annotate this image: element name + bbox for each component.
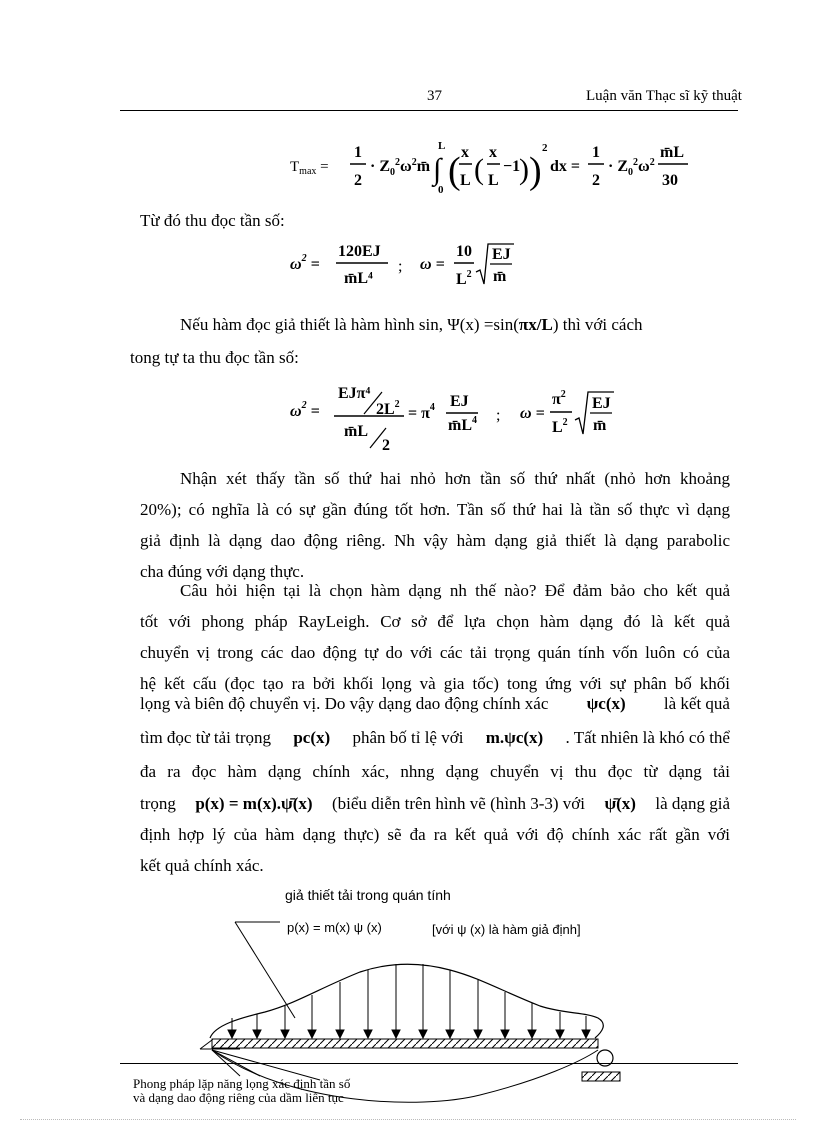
svg-text:ω =: ω = — [420, 256, 445, 273]
paragraph-2 — [140, 575, 730, 699]
omega1-denominator: m̄L⁴ — [344, 270, 373, 287]
svg-text:· Z02ω2: · $Z_0^2\omega^2$ — [608, 157, 655, 178]
svg-text:∫: ∫ — [433, 153, 442, 186]
svg-text:0: 0 — [438, 184, 444, 196]
svg-text:(: ( — [474, 153, 484, 186]
svg-text:· Z02ω2m̄: · $Z_0^2\omega^2m̄$ — [370, 157, 431, 178]
line-8-c: là dạng giả — [655, 794, 730, 813]
tmax-denominator: 30 — [662, 172, 678, 189]
svg-text:): ) — [519, 153, 529, 186]
omega3-denominator: m̄L — [344, 423, 368, 440]
line-6-a: tìm đọc từ tải trọng — [140, 728, 272, 747]
para2-line-5-tail: là kết quả — [663, 694, 730, 713]
footer-line-2: và dạng dao động riêng của dầm liên tục — [133, 1090, 344, 1105]
para2-line-5 — [140, 694, 730, 714]
m-psi-c-symbol: m.ψc(x) — [485, 728, 544, 747]
para2-line-1: Câu hỏi hiện tại là chọn hàm dạng nh thế nào? Để đảm bảo cho kết quả — [180, 581, 730, 600]
para1-line-3: giả định là dạng dao động riêng. Nh vậy hàm dạng giả thiết là dạng parabolic — [140, 531, 730, 550]
para2-line-3: chuyển vị trong các dao động tự do với các tải trọng quán tính vốn luôn có của — [140, 643, 730, 662]
running-title: Luận văn Thạc sĩ kỹ thuật — [586, 88, 742, 104]
para2-line-6 — [140, 728, 730, 748]
svg-text:L: L — [488, 172, 499, 189]
line-neu-2: tong tự ta thu đọc tần số: — [130, 348, 299, 367]
footer-line-1: Phong pháp lặp năng lọng xác định tần số — [133, 1076, 351, 1091]
para1-line-1: Nhận xét thấy tần số thứ hai nhỏ hơn tần số thứ nhất (nhỏ hơn khoảng — [180, 469, 730, 488]
para1-line-2: 20%); có nghĩa là có sự gần đúng tốt hơn. Tần số thứ hai là tần số thực vì dạng — [140, 500, 730, 519]
svg-text:2: 2 — [354, 172, 362, 189]
line-neu-1 — [180, 315, 730, 335]
line-tu-do: Từ đó thu đọc tần số: — [140, 211, 285, 230]
omega2-coefficient: 10 — [456, 243, 472, 260]
para2-line-7: đa ra đọc hàm dạng chính xác, nhng dạng chuyển vị thu đọc từ dạng tải — [140, 762, 730, 781]
svg-text:π2: $\pi^2$ — [552, 389, 566, 408]
svg-text:ω2 =: $\omega^2$ = — [290, 253, 320, 273]
svg-text:Tmax =: $T_{max}$ = — [290, 159, 329, 177]
omega-equation-2 — [288, 378, 628, 458]
svg-text:ω2 =: $\omega^2$ = — [290, 400, 320, 420]
omega1-numerator: 120EJ — [338, 243, 381, 260]
p-equals-symbol: p(x) = m(x).ψ̄(x) — [195, 794, 313, 813]
line-8-b: (biểu diễn trên hình vẽ (hình 3-3) với — [331, 794, 586, 813]
paragraph-1 — [140, 463, 730, 587]
svg-text:1: 1 — [592, 144, 600, 161]
pi-x-over-l: πx/L — [518, 315, 553, 334]
load-arrows — [228, 964, 590, 1038]
svg-text:2L2: $2L^2$ — [376, 399, 400, 418]
line-8-a: trọng — [140, 794, 176, 813]
svg-text:x: x — [489, 144, 497, 161]
psi-c-symbol: ψc(x) — [586, 694, 626, 713]
svg-text:m̄: m̄ — [593, 417, 607, 434]
figure-title: giả thiết tải trong quán tính — [285, 887, 451, 903]
p-c-symbol: pc(x) — [293, 728, 331, 747]
figure-load-label: p(x) = m(x) ψ (x) — [287, 920, 382, 935]
header-rule — [120, 110, 738, 111]
para2-line-5-text: lọng và biên độ chuyển vị. Do vậy dạng dao động chính xác — [140, 694, 549, 713]
tmax-equation — [290, 135, 710, 200]
svg-text:1: 1 — [354, 144, 362, 161]
svg-text:EJ: EJ — [450, 393, 469, 410]
svg-text:EJ: EJ — [592, 395, 611, 412]
line-neu-1-tail: ) thì với cách — [552, 315, 643, 334]
para2-line-4: hệ kết cấu (đọc tạo ra bởi khối lọng và gia tốc) tong ứng với sự phân bố khối — [140, 674, 730, 693]
leader-diagonal — [235, 922, 295, 1018]
para2-line-8 — [140, 794, 730, 814]
para2-line-2: tốt với phong pháp RayLeigh. Cơ sở để lựa chọn hàm dạng đó là kết quả — [140, 612, 730, 631]
svg-text:;: ; — [496, 407, 501, 424]
right-support — [582, 1050, 620, 1081]
para2-line-9: định hợp lý của hàm dạng thực) sẽ đa ra kết quả với độ chính xác rất gần với — [140, 825, 730, 844]
svg-text:2: 2 — [592, 172, 600, 189]
svg-text:2: 2 — [542, 142, 548, 154]
svg-text:m̄: m̄ — [493, 268, 507, 285]
footer-dotted-rule — [20, 1119, 796, 1120]
separator-1: ; — [398, 258, 403, 275]
para2-line-10: kết quả chính xác. — [140, 856, 264, 875]
svg-text:dx =: dx = — [550, 158, 581, 175]
omega-equation-1 — [288, 234, 528, 294]
svg-text:ω =: ω = — [520, 405, 545, 422]
svg-text:x: x — [461, 144, 469, 161]
line-neu-1-text: Nếu hàm đọc giả thiết là hàm hình sin, Ψ(x) =sin( — [180, 315, 519, 334]
svg-text:(: ( — [448, 150, 461, 192]
page-number: 37 — [427, 88, 442, 104]
psi-bar-symbol: ψ̄(x) — [604, 794, 636, 813]
svg-text:L: L — [460, 172, 471, 189]
svg-text:m̄L4: $m̄L^4$ — [448, 415, 477, 434]
svg-text:L2: $L^2$ — [456, 269, 472, 288]
line-6-b: phân bố tỉ lệ với — [352, 728, 464, 747]
svg-text:2: 2 — [382, 437, 390, 454]
svg-text:−1: −1 — [503, 158, 521, 175]
omega3-numerator: EJπ⁴ — [338, 385, 371, 402]
svg-text:EJ: EJ — [492, 246, 511, 263]
beam — [212, 1039, 598, 1048]
para1-line-4: cha đúng với dạng thực. — [140, 562, 305, 581]
footer-rule — [120, 1063, 738, 1064]
figure-note: [với ψ (x) là hàm giả định] — [432, 922, 581, 937]
svg-text:= π4: = $\pi^4$ — [408, 402, 435, 422]
svg-text:L: L — [438, 140, 446, 152]
line-6-c: . Tất nhiên là khó có thể — [565, 728, 730, 747]
svg-text:L2: $L^2$ — [552, 417, 568, 436]
load-curve — [210, 964, 603, 1038]
svg-text:): ) — [529, 150, 542, 192]
svg-text:m̄L: m̄L — [660, 144, 684, 161]
